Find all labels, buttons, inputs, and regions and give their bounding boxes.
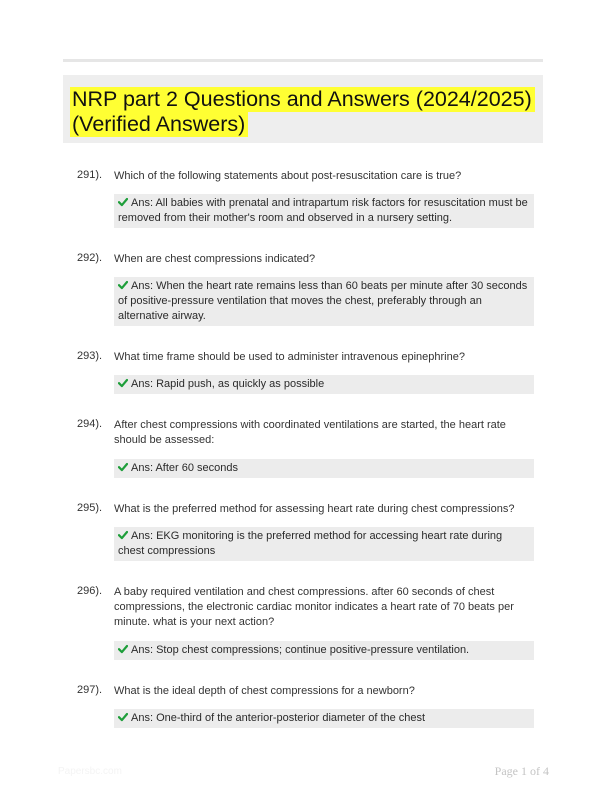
- check-icon: [118, 644, 128, 654]
- answer-label: Ans: When the heart rate remains less than 60 beats per minute after 30 seconds of positive-pressure ventilation that moves the chest, preferably through an alternative airway.: [118, 280, 528, 322]
- question-number: 292).: [77, 252, 103, 264]
- answer-label: Ans: EKG monitoring is the preferred method for accessing heart rate during chest compressions: [118, 530, 503, 557]
- document-title-line-1: NRP part 2 Questions and Answers (2024/2025): [70, 87, 535, 112]
- question-text: What time frame should be used to administer intravenous epinephrine?: [114, 351, 465, 363]
- question-text: When are chest compressions indicated?: [114, 253, 316, 265]
- answer-box: [114, 527, 534, 561]
- answer-box: [114, 709, 534, 728]
- question-text: What is the preferred method for assessing heart rate during chest compressions?: [114, 503, 515, 515]
- question-number: 297).: [77, 684, 103, 696]
- answer-box: [114, 375, 534, 394]
- question-number: 293).: [77, 350, 103, 362]
- answer-label: Ans: Stop chest compressions; continue positive-pressure ventilation.: [131, 644, 470, 656]
- answer-text: [114, 641, 534, 660]
- answer-label: Ans: After 60 seconds: [131, 462, 239, 474]
- question-number: 291).: [77, 169, 103, 181]
- check-icon: [118, 462, 128, 472]
- top-rule: [63, 59, 543, 62]
- answer-text: [114, 375, 534, 394]
- answer-text: [114, 194, 534, 228]
- question-text: After chest compressions with coordinated ventilations are started, the heart rate should be assessed:: [114, 419, 506, 446]
- answer-text: [114, 527, 534, 561]
- question-number: 296).: [77, 585, 103, 597]
- answer-label: Ans: All babies with prenatal and intrapartum risk factors for resuscitation must be removed from their mother's room and observed in a nursery setting.: [118, 197, 528, 224]
- question-number: 295).: [77, 502, 103, 514]
- answer-box: [114, 194, 534, 228]
- answer-text: [114, 277, 534, 326]
- question-text: What is the ideal depth of chest compressions for a newborn?: [114, 685, 415, 697]
- answer-label: Ans: One-third of the anterior-posterior diameter of the chest: [131, 712, 426, 724]
- footer-watermark: Papersbc.com: [58, 766, 122, 777]
- document-title-line-2: (Verified Answers): [70, 112, 248, 137]
- check-icon: [118, 530, 128, 540]
- answer-text: [114, 459, 534, 478]
- answer-text: [114, 709, 534, 728]
- question-number: 294).: [77, 418, 103, 430]
- check-icon: [118, 197, 128, 207]
- page-indicator: Page 1 of 4: [494, 764, 549, 778]
- check-icon: [118, 378, 128, 388]
- answer-box: [114, 459, 534, 478]
- question-text: Which of the following statements about post-resuscitation care is true?: [114, 170, 462, 182]
- answer-box: [114, 277, 534, 326]
- answer-label: Ans: Rapid push, as quickly as possible: [131, 378, 325, 390]
- answer-box: [114, 641, 534, 660]
- check-icon: [118, 280, 128, 290]
- question-text: A baby required ventilation and chest compressions. after 60 seconds of chest compressions, the electronic cardiac monitor indicates a heart rate of 70 beats per minute. what is your next action?: [114, 586, 514, 628]
- check-icon: [118, 712, 128, 722]
